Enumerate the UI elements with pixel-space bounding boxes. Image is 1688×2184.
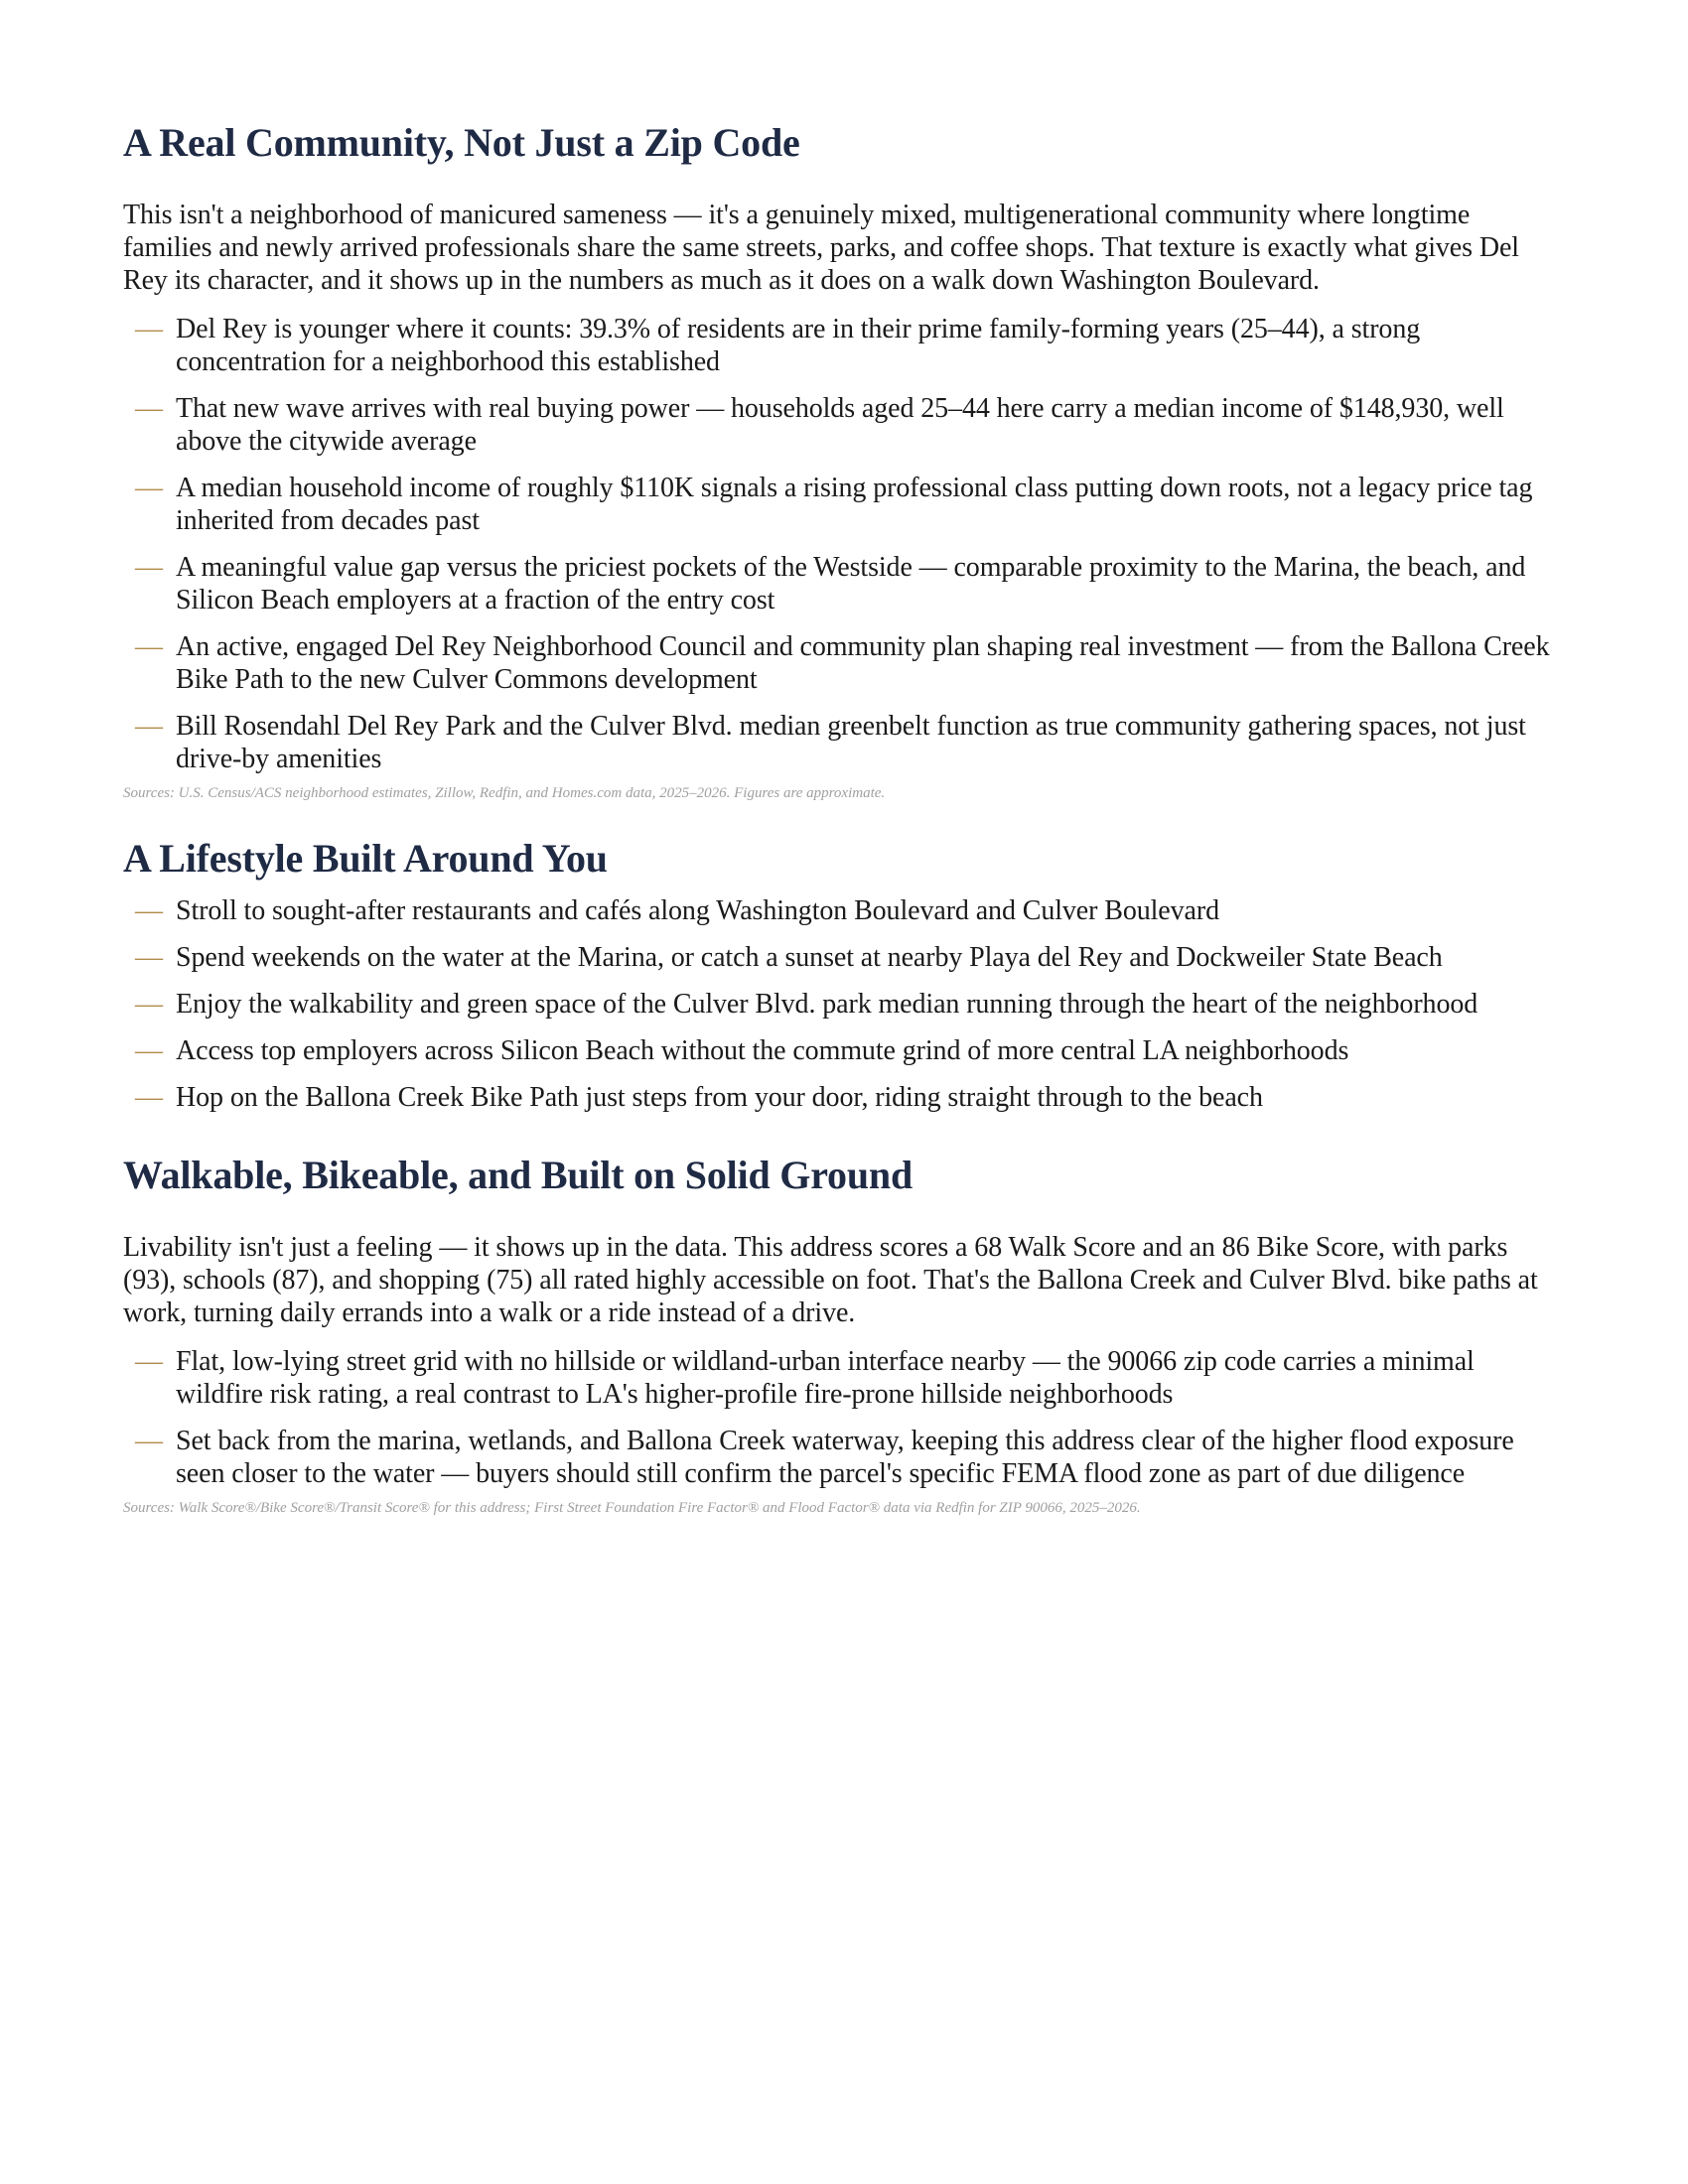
dash-bullet: — — [135, 552, 163, 583]
list-item-text: Del Rey is younger where it counts: 39.3% of residents are in their prime family-forming years (25–44), a strong concentration for a neighborhood this established — [176, 314, 1421, 377]
section-title: A Lifestyle Built Around You — [123, 836, 608, 881]
bullet-list — [123, 313, 1563, 775]
list-item — [123, 894, 1563, 927]
dash-bullet: — — [135, 314, 163, 344]
list-item — [123, 392, 1563, 458]
list-item-text: A median household income of roughly $110K signals a rising professional class putting down roots, not a legacy price tag inherited from decades past — [176, 473, 1533, 536]
list-item — [123, 551, 1563, 616]
section-intro: This isn't a neighborhood of manicured sameness — it's a genuinely mixed, multigenerational community where longtime families and newly arrived professionals share the same streets, parks, and coffee shops. That texture is exactly what gives Del Rey its character, and it shows up in the numbers as much as it does on a walk down Washington Boulevard. — [123, 200, 1519, 296]
section-walkability — [123, 1150, 1563, 1518]
list-item-text: That new wave arrives with real buying power — households aged 25–44 here carry a median income of $148,930, well above the citywide average — [176, 393, 1504, 457]
list-item — [123, 941, 1563, 974]
list-item — [123, 1081, 1563, 1114]
list-item-text: Bill Rosendahl Del Rey Park and the Culver Blvd. median greenbelt function as true community gathering spaces, not just drive-by amenities — [176, 711, 1526, 774]
sources-note: Sources: U.S. Census/ACS neighborhood estimates, Zillow, Redfin, and Homes.com data, 2025–2026. Figures are approximate. — [123, 785, 886, 801]
list-item-text: Hop on the Ballona Creek Bike Path just steps from your door, riding straight through to the beach — [176, 1082, 1263, 1113]
dash-bullet: — — [135, 1082, 163, 1113]
section-title: Walkable, Bikeable, and Built on Solid Ground — [123, 1153, 913, 1197]
document-page — [123, 117, 1563, 1518]
list-item-text: Enjoy the walkability and green space of the Culver Blvd. park median running through the heart of the neighborhood — [176, 989, 1478, 1020]
list-item — [123, 1425, 1563, 1490]
list-item-text: Set back from the marina, wetlands, and Ballona Creek waterway, keeping this address clear of the higher flood exposure seen closer to the water — buyers should still confirm the parcel's specific FEMA flood zone as part of due diligence — [176, 1426, 1514, 1489]
list-item-text: Spend weekends on the water at the Marina, or catch a sunset at nearby Playa del Rey and Dockweiler State Beach — [176, 942, 1443, 973]
section-intro: Livability isn't just a feeling — it shows up in the data. This address scores a 68 Walk Score and an 86 Bike Score, with parks (93), schools (87), and shopping (75) all rated highly accessible on foot. That's the Ballona Creek and Culver Blvd. bike paths at work, turning daily errands into a walk or a ride instead of a drive. — [123, 1232, 1538, 1328]
list-item-text: Access top employers across Silicon Beach without the commute grind of more central LA neighborhoods — [176, 1035, 1349, 1066]
list-item-text: Flat, low-lying street grid with no hillside or wildland-urban interface nearby — the 90066 zip code carries a minimal wildfire risk rating, a real contrast to LA's higher-profile fire-prone hillside neighborhoods — [176, 1346, 1475, 1410]
list-item-text: An active, engaged Del Rey Neighborhood Council and community plan shaping real investment — from the Ballona Creek Bike Path to the new Culver Commons development — [176, 631, 1550, 695]
list-item — [123, 313, 1563, 378]
sources-note: Sources: Walk Score®/Bike Score®/Transit Score® for this address; First Street Foundation Fire Factor® and Flood Factor® data via Redfin for ZIP 90066, 2025–2026. — [123, 1500, 1141, 1516]
dash-bullet: — — [135, 895, 163, 926]
dash-bullet: — — [135, 711, 163, 742]
dash-bullet: — — [135, 1426, 163, 1456]
list-item — [123, 988, 1563, 1021]
list-item — [123, 710, 1563, 775]
list-item — [123, 630, 1563, 696]
dash-bullet: — — [135, 942, 163, 973]
section-community — [123, 117, 1563, 803]
dash-bullet: — — [135, 1346, 163, 1377]
dash-bullet: — — [135, 393, 163, 424]
list-item-text: A meaningful value gap versus the priciest pockets of the Westside — comparable proximity to the Marina, the beach, and Silicon Beach employers at a fraction of the entry cost — [176, 552, 1526, 615]
dash-bullet: — — [135, 989, 163, 1020]
list-item — [123, 472, 1563, 537]
section-title: A Real Community, Not Just a Zip Code — [123, 120, 800, 165]
dash-bullet: — — [135, 473, 163, 503]
bullet-list — [123, 1345, 1563, 1490]
section-lifestyle — [123, 833, 1563, 1114]
dash-bullet: — — [135, 631, 163, 662]
list-item — [123, 1345, 1563, 1411]
list-item — [123, 1034, 1563, 1067]
bullet-list — [123, 894, 1563, 1114]
dash-bullet: — — [135, 1035, 163, 1066]
list-item-text: Stroll to sought-after restaurants and cafés along Washington Boulevard and Culver Boulevard — [176, 895, 1219, 926]
